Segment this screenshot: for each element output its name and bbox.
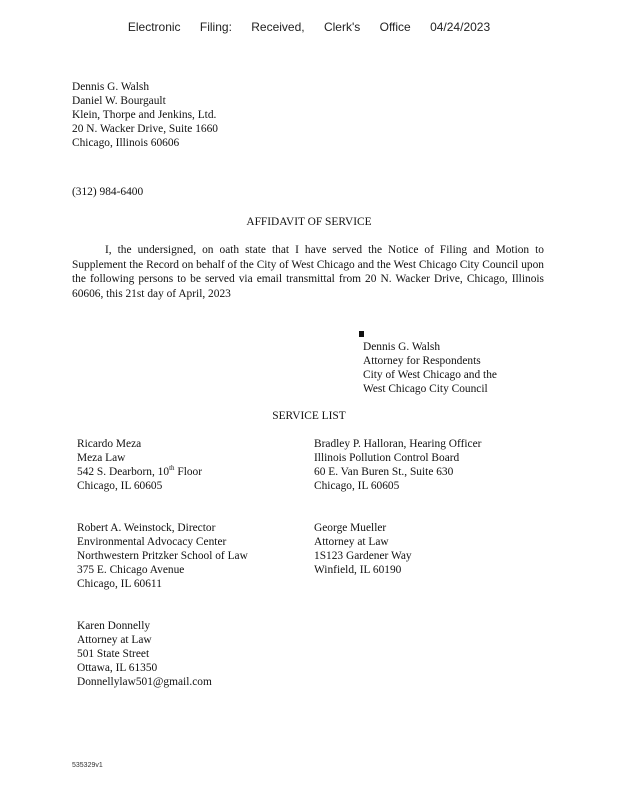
electronic-filing-stamp [0,20,618,34]
service-entry-mueller [314,521,412,577]
entry-line: Chicago, IL 60605 [314,480,400,492]
attorney-phone [72,185,143,199]
entry-line: 375 E. Chicago Avenue [77,564,185,576]
service-entry-weinstock [77,521,248,591]
stamp-word: Received, [251,20,305,34]
attorney-line: Klein, Thorpe and Jenkins, Ltd. [72,109,217,121]
signature-block [363,340,497,396]
stamp-word: Clerk's [323,20,361,34]
service-entry-halloran [314,437,481,493]
attorney-block [72,80,218,150]
entry-line: George Mueller [314,522,387,534]
entry-email: Donnellylaw501@gmail.com [77,676,212,688]
phone-number: (312) 984-6400 [72,186,144,198]
attorney-line: Daniel W. Bourgault [72,95,166,107]
entry-line: Karen Donnelly [77,620,151,632]
stamp-word: Filing: [199,20,232,34]
entry-line: Illinois Pollution Control Board [314,452,460,464]
signature-line: Attorney for Respondents [363,355,481,367]
entry-line: 60 E. Van Buren St., Suite 630 [314,466,454,478]
entry-address-text: 542 S. Dearborn, 10 [77,466,170,478]
entry-line: Bradley P. Halloran, Hearing Officer [314,438,482,450]
entry-line: Ottawa, IL 61350 [77,662,158,674]
affidavit-title: AFFIDAVIT OF SERVICE [246,216,372,228]
entry-line: Ricardo Meza [77,438,142,450]
attorney-line: Dennis G. Walsh [72,81,150,93]
entry-ordinal-suffix: th [169,464,175,473]
entry-line: Chicago, IL 60605 [77,480,163,492]
entry-line: Attorney at Law [314,536,389,548]
entry-line: 1S123 Gardener Way [314,550,412,562]
entry-address-floor: Floor [174,466,203,478]
entry-address-line [77,465,202,479]
signature-line: City of West Chicago and the [363,369,497,381]
attorney-line: Chicago, Illinois 60606 [72,137,180,149]
signature-line: West Chicago City Council [363,383,488,395]
stamp-word: Office [379,20,411,34]
stamp-date: 04/24/2023 [430,20,491,34]
service-entry-donnelly [77,619,212,689]
service-entry-meza [77,437,202,493]
signature-mark-icon [359,331,364,337]
entry-line: 501 State Street [77,648,150,660]
entry-line: Winfield, IL 60190 [314,564,402,576]
attorney-line: 20 N. Wacker Drive, Suite 1660 [72,123,218,135]
stamp-word: Electronic [127,20,181,34]
entry-line: Chicago, IL 60611 [77,578,162,590]
entry-line: Meza Law [77,452,126,464]
service-list-title: SERVICE LIST [272,410,346,422]
signature-line: Dennis G. Walsh [363,341,441,353]
document-code: 535329v1 [72,762,103,769]
entry-line: Attorney at Law [77,634,152,646]
entry-line: Robert A. Weinstock, Director [77,522,216,534]
entry-line: Environmental Advocacy Center [77,536,227,548]
affidavit-body: I, the undersigned, on oath state that I have served the Notice of Filing and Motion to Supplement the Record on behalf of the City of West Chicago and the West Chicago City Council upon the following persons to be served via email transmittal from 20 N. Wacker Drive, Chicago, Illinois 60606, this 21st day of April, 2023 [72,244,544,300]
entry-line: Northwestern Pritzker School of Law [77,550,248,562]
